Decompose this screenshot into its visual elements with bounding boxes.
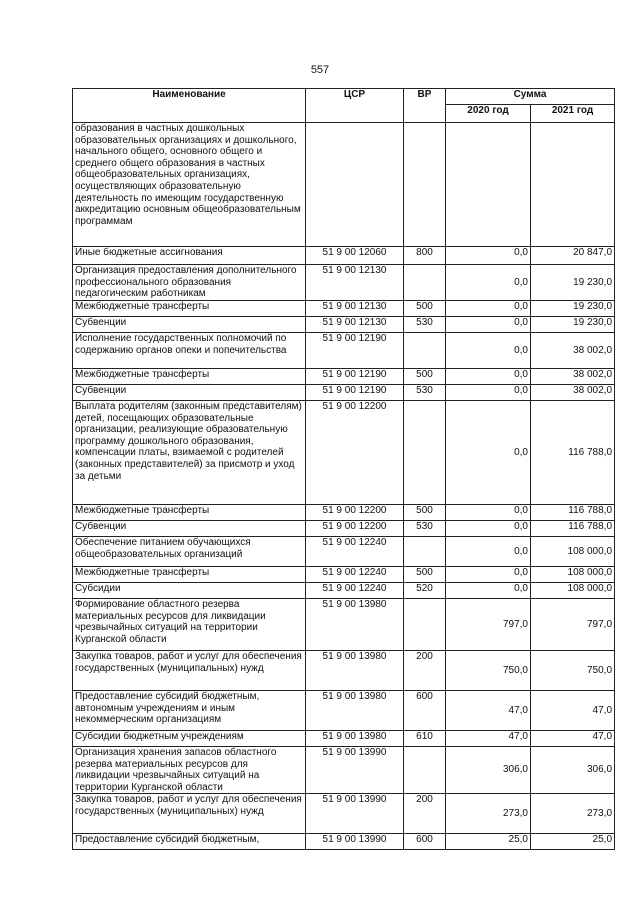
row-amount-2020: 273,0 [446,794,531,834]
row-amount-2021: 47,0 [531,691,615,731]
row-amount-2020: 306,0 [446,747,531,794]
row-amount-2020: 47,0 [446,731,531,747]
row-vr-code [404,599,446,651]
row-amount-2021: 108 000,0 [531,567,615,583]
row-name: Обеспечение питанием обучающихся общеобразовательных организаций [73,537,306,567]
header-name: Наименование [73,89,306,123]
row-csr-code: 51 9 00 12130 [306,265,404,301]
row-amount-2021: 38 002,0 [531,369,615,385]
row-name: Формирование областного резерва материальных ресурсов для ликвидации чрезвычайных ситуаций на территории Курганской области [73,599,306,651]
row-amount-2021: 47,0 [531,731,615,747]
row-csr-code: 51 9 00 13990 [306,834,404,850]
table-row [73,691,615,731]
header-year-2020: 2020 год [446,105,531,123]
row-amount-2021: 108 000,0 [531,537,615,567]
row-amount-2021: 20 847,0 [531,247,615,265]
table-row [73,333,615,369]
table-row [73,505,615,521]
row-name: Межбюджетные трансферты [73,567,306,583]
row-vr-code: 500 [404,505,446,521]
row-name: Субсидии бюджетным учреждениям [73,731,306,747]
row-name: Исполнение государственных полномочий по содержанию органов опеки и попечительства [73,333,306,369]
header-sum: Сумма [446,89,615,105]
row-amount-2020: 0,0 [446,369,531,385]
budget-table [72,88,615,850]
row-name: Межбюджетные трансферты [73,369,306,385]
row-vr-code [404,747,446,794]
row-vr-code: 530 [404,317,446,333]
row-amount-2021: 116 788,0 [531,521,615,537]
row-csr-code: 51 9 00 12130 [306,317,404,333]
row-csr-code: 51 9 00 12200 [306,521,404,537]
row-csr-code: 51 9 00 12190 [306,333,404,369]
table-row [73,567,615,583]
row-csr-code: 51 9 00 13980 [306,599,404,651]
row-name: Организация предоставления дополнительного профессионального образования педагогическим работникам [73,265,306,301]
row-amount-2020: 0,0 [446,505,531,521]
row-csr-code: 51 9 00 12130 [306,301,404,317]
page-number: 557 [310,64,330,76]
row-amount-2020 [446,123,531,247]
table-row [73,385,615,401]
row-csr-code: 51 9 00 13980 [306,691,404,731]
row-vr-code [404,333,446,369]
row-vr-code: 200 [404,794,446,834]
row-amount-2020: 0,0 [446,537,531,567]
row-vr-code: 520 [404,583,446,599]
row-amount-2021: 38 002,0 [531,385,615,401]
row-vr-code: 200 [404,651,446,691]
row-name: Субсидии [73,583,306,599]
row-csr-code [306,123,404,247]
table-row [73,794,615,834]
row-csr-code: 51 9 00 12060 [306,247,404,265]
header-vr: ВР [404,89,446,123]
header-year-2021: 2021 год [531,105,615,123]
row-amount-2020: 0,0 [446,567,531,583]
row-csr-code: 51 9 00 12190 [306,385,404,401]
row-amount-2020: 0,0 [446,385,531,401]
table-row [73,265,615,301]
row-vr-code: 530 [404,385,446,401]
table-row [73,834,615,850]
table-row [73,369,615,385]
row-csr-code: 51 9 00 13990 [306,794,404,834]
table-row [73,651,615,691]
row-amount-2021: 108 000,0 [531,583,615,599]
row-amount-2020: 47,0 [446,691,531,731]
table-row [73,317,615,333]
row-csr-code: 51 9 00 13990 [306,747,404,794]
row-amount-2020: 0,0 [446,247,531,265]
row-vr-code: 800 [404,247,446,265]
row-amount-2021: 306,0 [531,747,615,794]
row-name: Субвенции [73,521,306,537]
row-csr-code: 51 9 00 12240 [306,537,404,567]
row-vr-code: 500 [404,369,446,385]
row-amount-2021: 38 002,0 [531,333,615,369]
row-name: Иные бюджетные ассигнования [73,247,306,265]
table-row [73,401,615,505]
row-amount-2020: 750,0 [446,651,531,691]
table-row [73,521,615,537]
row-vr-code: 500 [404,567,446,583]
row-vr-code [404,265,446,301]
table-row [73,537,615,567]
row-name: Закупка товаров, работ и услуг для обеспечения государственных (муниципальных) нужд [73,794,306,834]
row-name: Закупка товаров, работ и услуг для обеспечения государственных (муниципальных) нужд [73,651,306,691]
row-csr-code: 51 9 00 12190 [306,369,404,385]
row-amount-2021: 116 788,0 [531,505,615,521]
table-row [73,599,615,651]
row-name: образования в частных дошкольных образовательных организациях и дошкольного, начального общего, основного общего и среднего общего образования в частных общеобразовательных организациях, осуществляющих образовательную деятельность по имеющим государственную аккредитацию основным общеобразовательным программам [73,123,306,247]
row-amount-2021: 797,0 [531,599,615,651]
row-name: Организация хранения запасов областного резерва материальных ресурсов для ликвидации чрезвычайных ситуаций на территории Курганской области [73,747,306,794]
row-amount-2020: 0,0 [446,401,531,505]
row-vr-code: 610 [404,731,446,747]
row-name: Межбюджетные трансферты [73,505,306,521]
row-name: Предоставление субсидий бюджетным, [73,834,306,850]
row-csr-code: 51 9 00 13980 [306,731,404,747]
row-amount-2020: 0,0 [446,317,531,333]
row-name: Выплата родителям (законным представителям) детей, посещающих образовательные организации, реализующие образовательную программу дошкольного образования, компенсации платы, взимаемой с родителей (законных представителей) за присмотр и уход за детьми [73,401,306,505]
header-csr: ЦСР [306,89,404,123]
row-amount-2021: 19 230,0 [531,301,615,317]
row-csr-code: 51 9 00 12200 [306,401,404,505]
row-vr-code: 500 [404,301,446,317]
row-amount-2020: 0,0 [446,583,531,599]
row-name: Межбюджетные трансферты [73,301,306,317]
table-body [73,123,615,850]
row-vr-code: 600 [404,691,446,731]
row-vr-code [404,123,446,247]
row-name: Предоставление субсидий бюджетным, автономным учреждениям и иным некоммерческим организациям [73,691,306,731]
row-amount-2021: 273,0 [531,794,615,834]
table-row [73,301,615,317]
row-amount-2020: 0,0 [446,265,531,301]
row-name: Субвенции [73,385,306,401]
row-amount-2021: 19 230,0 [531,317,615,333]
row-vr-code: 600 [404,834,446,850]
row-vr-code [404,537,446,567]
row-csr-code: 51 9 00 12200 [306,505,404,521]
row-name: Субвенции [73,317,306,333]
row-amount-2020: 797,0 [446,599,531,651]
row-csr-code: 51 9 00 13980 [306,651,404,691]
row-vr-code: 530 [404,521,446,537]
table-row [73,747,615,794]
row-amount-2021: 19 230,0 [531,265,615,301]
row-amount-2020: 0,0 [446,301,531,317]
row-amount-2020: 0,0 [446,333,531,369]
table-row [73,583,615,599]
table-row [73,123,615,247]
row-amount-2021: 116 788,0 [531,401,615,505]
row-amount-2021: 25,0 [531,834,615,850]
table-row [73,247,615,265]
row-amount-2021: 750,0 [531,651,615,691]
table-row [73,731,615,747]
row-csr-code: 51 9 00 12240 [306,583,404,599]
row-amount-2021 [531,123,615,247]
row-vr-code [404,401,446,505]
row-csr-code: 51 9 00 12240 [306,567,404,583]
row-amount-2020: 0,0 [446,521,531,537]
row-amount-2020: 25,0 [446,834,531,850]
